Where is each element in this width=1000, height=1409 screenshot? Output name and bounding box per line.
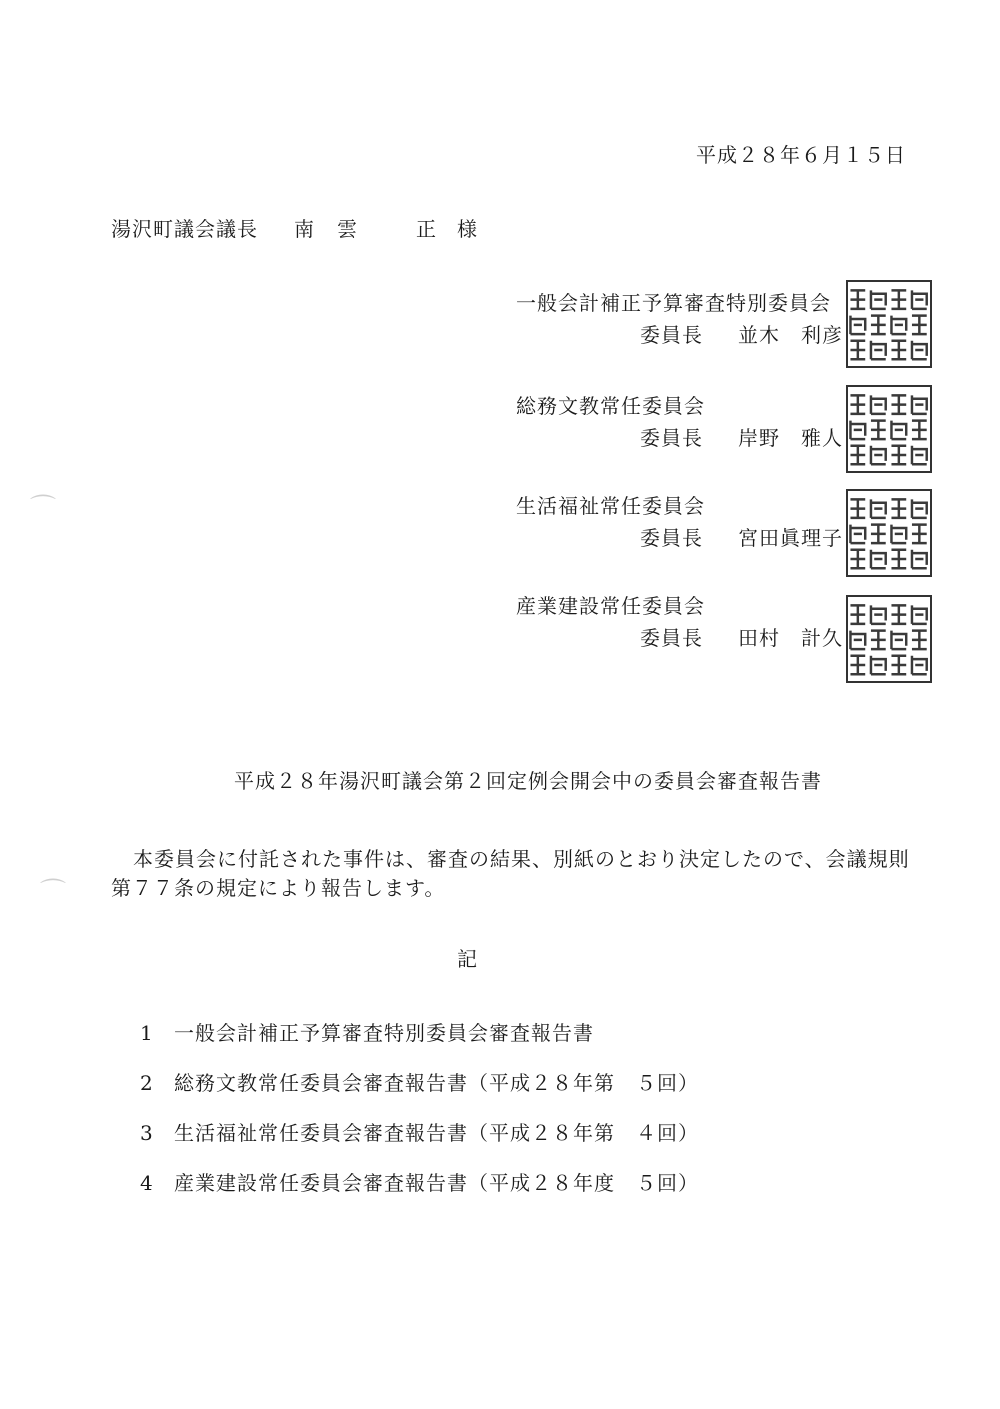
- ki-heading: 記: [457, 947, 478, 971]
- committee-chair: 並木 利彦: [738, 323, 843, 347]
- scan-smudge-icon: ⌒: [40, 878, 67, 908]
- committee-chair: 宮田眞理子: [738, 526, 843, 550]
- committee-role: 委員長: [640, 426, 703, 450]
- addressee-name-third: 正: [416, 217, 437, 241]
- list-item: [0, 1169, 1000, 1199]
- committee-role: 委員長: [640, 323, 703, 347]
- list-item-text: 生活福祉常任委員会審査報告書（平成２８年第 ４回）: [174, 1121, 699, 1145]
- body-line: 本委員会に付託された事件は、審査の結果、別紙のとおり決定したので、会議規則: [133, 847, 910, 871]
- addressee-honorific: 様: [457, 217, 478, 241]
- committee-name: 生活福祉常任委員会: [516, 494, 705, 518]
- list-item-number: 3: [140, 1121, 154, 1145]
- addressee-title: 湯沢町議会議長: [111, 217, 258, 241]
- report-title: 平成２８年湯沢町議会第２回定例会開会中の委員会審査報告書: [234, 769, 822, 793]
- scan-smudge-icon: ⌒: [30, 494, 57, 524]
- list-item-number: 1: [140, 1021, 154, 1045]
- list-item: [0, 1119, 1000, 1149]
- seal-icon: [846, 595, 932, 683]
- body-line: 第７７条の規定により報告します。: [111, 876, 446, 900]
- committee-chair: 岸野 雅人: [738, 426, 843, 450]
- committee-name: 一般会計補正予算審査特別委員会: [516, 291, 831, 315]
- list-item-number: 2: [140, 1071, 154, 1095]
- committee-role: 委員長: [640, 526, 703, 550]
- addressee-name-second: 雲: [337, 217, 358, 241]
- committee-name: 総務文教常任委員会: [516, 394, 705, 418]
- seal-icon: [846, 385, 932, 473]
- list-item-text: 総務文教常任委員会審査報告書（平成２８年第 ５回）: [174, 1071, 699, 1095]
- seal-icon: [846, 489, 932, 577]
- list-item-number: 4: [140, 1171, 154, 1195]
- list-item: [0, 1069, 1000, 1099]
- addressee: [111, 215, 478, 243]
- addressee-name-first: 南: [294, 217, 315, 241]
- seal-icon: [846, 280, 932, 368]
- committee-chair: 田村 計久: [738, 626, 843, 650]
- committee-role: 委員長: [640, 626, 703, 650]
- list-item: [0, 1019, 1000, 1049]
- document-date: 平成２８年６月１５日: [696, 143, 906, 167]
- committee-name: 産業建設常任委員会: [516, 594, 705, 618]
- list-item-text: 産業建設常任委員会審査報告書（平成２８年度 ５回）: [174, 1171, 699, 1195]
- list-item-text: 一般会計補正予算審査特別委員会審査報告書: [174, 1021, 594, 1045]
